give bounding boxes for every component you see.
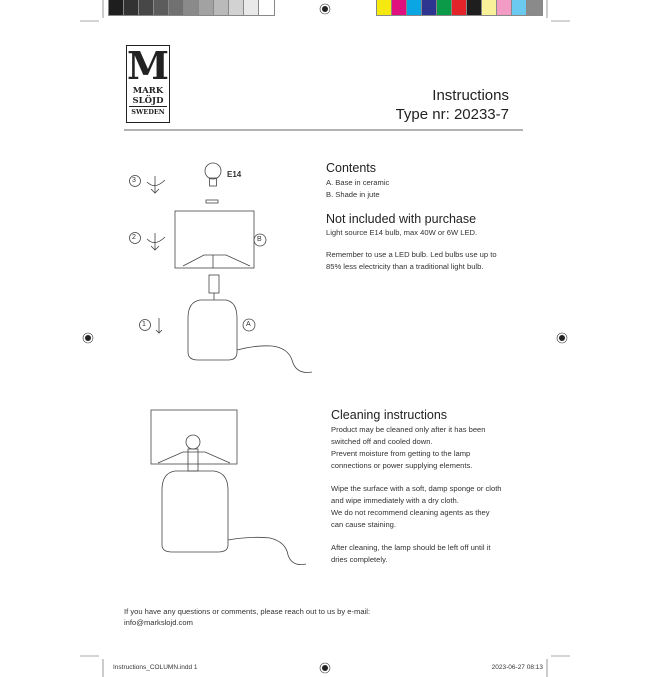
contents-item: A. Base in ceramic — [326, 178, 390, 187]
cleaning-text: switched off and cooled down. — [331, 437, 433, 446]
contents-heading: Contents — [326, 161, 377, 175]
not-included-heading: Not included with purchase — [326, 212, 477, 226]
lamp-base — [188, 300, 237, 360]
cleaning-text: After cleaning, the lamp should be left off until it — [331, 543, 491, 552]
lamp-shade — [175, 211, 254, 268]
led-note: 85% less electricity than a traditional light bulb. — [326, 262, 484, 271]
step-3-number: 3 — [132, 177, 136, 184]
step-1-number: 1 — [142, 321, 146, 328]
logo-text: SLÖJD — [132, 96, 164, 106]
slug-date: 2023-06-27 08:13 — [491, 664, 543, 671]
cleaning-text: connections or power supplying elements. — [331, 461, 473, 470]
slug-filename: Instructions_COLUMN.indd 1 — [113, 664, 198, 671]
lamp-socket — [209, 275, 219, 293]
document-title: Instructions — [432, 87, 509, 104]
bulb-type-label: E14 — [227, 170, 242, 179]
contents-item: B. Shade in jute — [326, 190, 380, 199]
part-a-label: A — [246, 321, 251, 328]
led-note: Remember to use a LED bulb. Led bulbs use up to — [326, 250, 497, 259]
logo-text: MARK — [132, 86, 164, 96]
logo-text: SWEDEN — [129, 106, 167, 117]
type-number: Type nr: 20233-7 — [395, 106, 509, 123]
not-included-text: Light source E14 bulb, max 40W or 6W LED. — [326, 228, 478, 237]
cleaning-text: can cause staining. — [331, 520, 397, 529]
cleaning-text: Product may be cleaned only after it has been — [331, 425, 486, 434]
logo-letter: M — [127, 43, 170, 88]
bulb-icon — [205, 163, 221, 186]
step-2-number: 2 — [132, 234, 136, 241]
cleaning-text: We do not recommend cleaning agents as they — [331, 508, 490, 517]
cleaning-heading: Cleaning instructions — [331, 408, 448, 422]
contact-text: If you have any questions or comments, please reach out to us by e-mail: — [124, 607, 371, 616]
cleaning-text: dries completely. — [331, 555, 388, 564]
assembled-lamp-illustration — [151, 410, 306, 565]
contact-email[interactable]: info@markslojd.com — [124, 618, 193, 627]
shade-ring — [206, 200, 218, 203]
cleaning-text: Prevent moisture from getting to the lamp — [331, 449, 471, 458]
part-b-label: B — [257, 236, 262, 243]
cleaning-text: and wipe immediately with a dry cloth. — [331, 496, 459, 505]
cleaning-text: Wipe the surface with a soft, damp sponge or cloth — [331, 484, 502, 493]
power-cord — [237, 346, 312, 373]
